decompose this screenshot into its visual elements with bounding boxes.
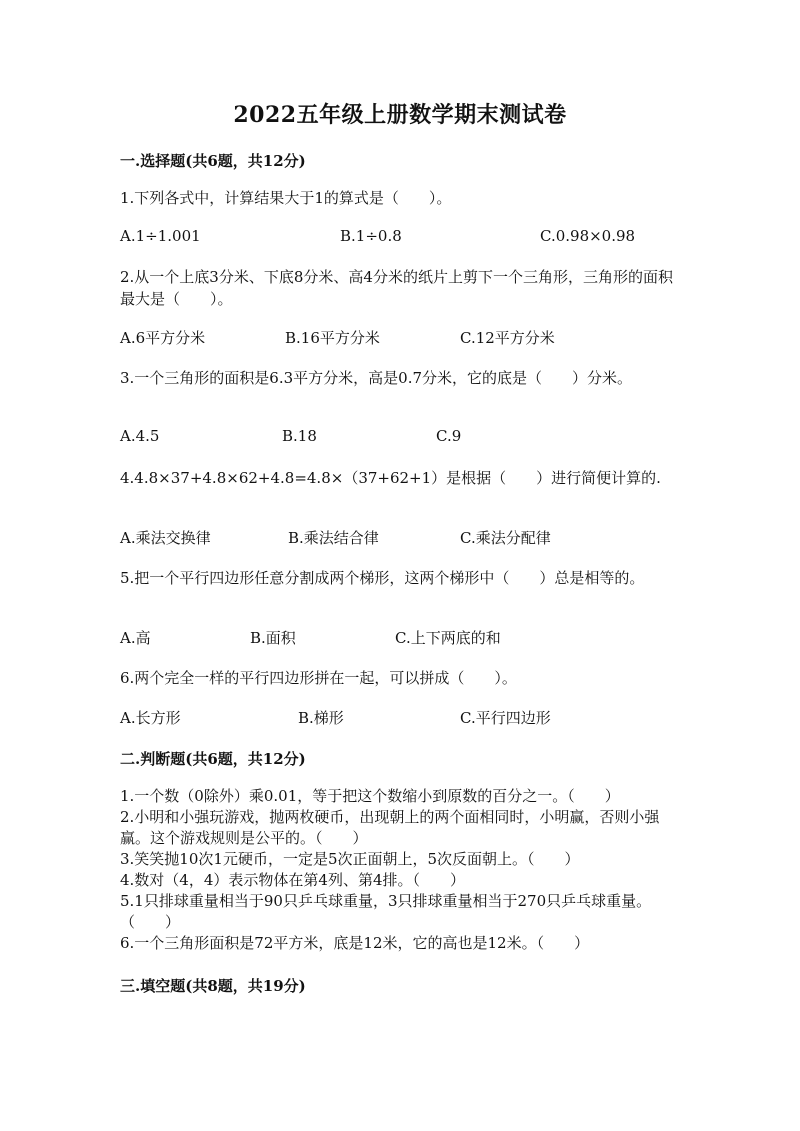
question-5-options [120,627,680,649]
tf-item-5: 5.1只排球重量相当于90只乒乓球重量，3只排球重量相当于270只乒乓球重量。（ ） [120,892,652,931]
true-false-list [120,786,680,954]
option-b: B.1÷0.8 [340,227,402,245]
option-b: B.16平方分米 [285,329,380,347]
question-2-options [120,327,680,349]
question-6-options [120,707,680,729]
option-a: A.乘法交换律 [120,529,211,547]
option-a: A.高 [120,629,151,647]
option-b: B.面积 [250,629,296,647]
option-c: C.9 [436,427,462,445]
section-heading-choice: 一.选择题(共6题，共12分) [120,152,306,170]
option-c: C.平行四边形 [460,709,551,727]
tf-item-6: 6.一个三角形面积是72平方米，底是12米，它的高也是12米。（ ） [120,934,590,952]
question-2: 2.从一个上底3分米、下底8分米、高4分米的纸片上剪下一个三角形，三角形的面积最大是（ ）。 [120,268,673,308]
option-c: C.12平方分米 [460,329,555,347]
question-5: 5.把一个平行四边形任意分割成两个梯形，这两个梯形中（ ）总是相等的。 [120,569,645,587]
question-4-options [120,527,680,549]
section-heading-fill-blank: 三.填空题(共8题，共19分) [120,977,306,995]
option-a: A.1÷1.001 [120,227,201,245]
tf-item-1: 1.一个数（0除外）乘0.01，等于把这个数缩小到原数的百分之一。（ ） [120,787,620,805]
tf-item-2: 2.小明和小强玩游戏，抛两枚硬币，出现朝上的两个面相同时，小明赢，否则小强赢。这个游戏规则是公平的。（ ） [120,808,660,847]
option-a: A.6平方分米 [120,329,206,347]
question-3-options [120,427,680,449]
option-c: C.上下两底的和 [395,629,501,647]
option-a: A.4.5 [120,427,160,445]
option-c: C.乘法分配律 [460,529,551,547]
tf-item-3: 3.笑笑抛10次1元硬币，一定是5次正面朝上，5次反面朝上。（ ） [120,850,580,868]
option-b: B.乘法结合律 [288,529,379,547]
question-3: 3.一个三角形的面积是6.3平方分米，高是0.7分米，它的底是（ ）分米。 [120,369,633,387]
section-heading-true-false: 二.判断题(共6题，共12分) [120,750,306,768]
option-b: B.梯形 [298,709,344,727]
question-6: 6.两个完全一样的平行四边形拼在一起，可以拼成（ ）。 [120,669,517,687]
option-c: C.0.98×0.98 [540,227,636,245]
question-4: 4.4.8×37+4.8×62+4.8=4.8×（37+62+1）是根据（ ）进行简便计算的. [120,469,661,487]
tf-item-4: 4.数对（4，4）表示物体在第4列、第4排。（ ） [120,871,465,889]
option-b: B.18 [282,427,317,445]
option-a: A.长方形 [120,709,181,727]
question-1-options [120,227,680,249]
question-1: 1.下列各式中，计算结果大于1的算式是（ ）。 [120,189,452,207]
page-title: 2022五年级上册数学期末测试卷 [233,102,567,128]
